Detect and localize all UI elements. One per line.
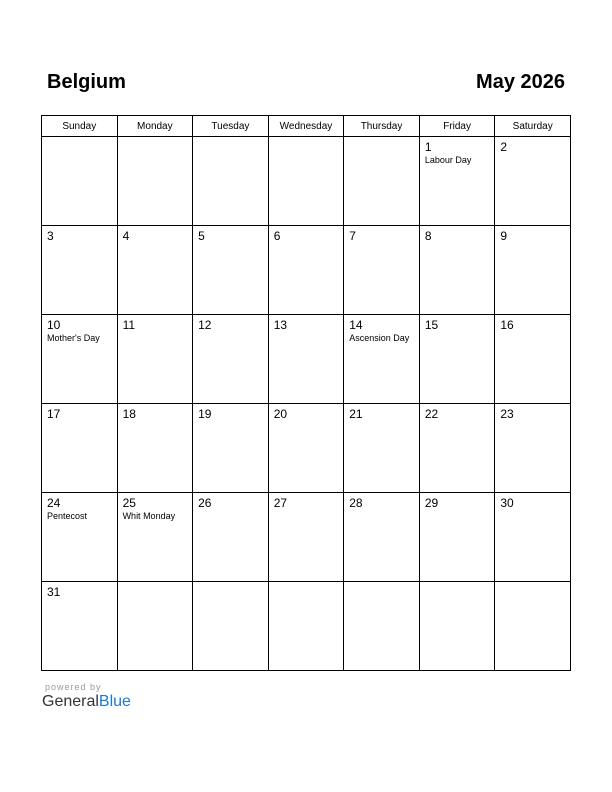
day-cell[interactable] (42, 315, 118, 404)
day-cell[interactable] (419, 404, 495, 493)
week-row (42, 493, 571, 582)
day-cell[interactable] (42, 226, 118, 315)
day-cell[interactable] (193, 315, 269, 404)
day-cell[interactable] (268, 404, 344, 493)
week-row (42, 582, 571, 671)
day-number: 7 (349, 229, 356, 243)
day-number: 17 (47, 407, 61, 421)
weekday-sunday: Sunday (42, 116, 118, 137)
day-number: 22 (424, 407, 439, 421)
day-cell[interactable] (344, 315, 420, 404)
day-number: 6 (273, 229, 281, 243)
day-cell[interactable] (117, 226, 193, 315)
day-number: 29 (424, 496, 439, 510)
month-year-title: May 2026 (476, 71, 565, 93)
day-number: 8 (424, 229, 432, 243)
empty-day-cell (344, 582, 420, 671)
day-number: 4 (122, 229, 130, 243)
day-cell[interactable] (193, 404, 269, 493)
day-cell[interactable] (344, 226, 420, 315)
day-cell[interactable] (419, 493, 495, 582)
week-row (42, 404, 571, 493)
weekday-saturday: Saturday (495, 116, 571, 137)
day-number: 24 (47, 496, 61, 510)
empty-day-cell (268, 137, 344, 226)
day-cell[interactable] (117, 404, 193, 493)
empty-day-cell (117, 582, 193, 671)
calendar-grid (41, 115, 571, 671)
day-cell[interactable] (42, 404, 118, 493)
day-cell[interactable] (495, 137, 571, 226)
day-number: 25 (122, 496, 136, 510)
day-cell[interactable] (117, 315, 193, 404)
day-number: 11 (122, 318, 136, 332)
generalblue-logo[interactable] (42, 693, 131, 711)
day-number: 12 (198, 318, 212, 332)
day-cell[interactable] (344, 493, 420, 582)
day-number: 28 (349, 496, 363, 510)
day-number: 9 (500, 229, 508, 243)
day-cell[interactable] (495, 226, 571, 315)
day-number: 27 (273, 496, 288, 510)
brand-blue-text: Blue (98, 693, 131, 710)
week-row (42, 315, 571, 404)
empty-day-cell (495, 582, 571, 671)
empty-day-cell (193, 137, 269, 226)
day-cell[interactable] (193, 493, 269, 582)
day-number: 19 (198, 407, 212, 421)
day-number: 14 (349, 318, 363, 332)
weekday-tuesday: Tuesday (193, 116, 269, 137)
holiday-label: Ascension Day (349, 333, 410, 343)
day-number: 31 (47, 585, 61, 599)
day-number: 26 (198, 496, 212, 510)
week-row (42, 226, 571, 315)
day-number: 13 (273, 318, 288, 332)
weekday-header-row (42, 116, 571, 137)
weekday-wednesday: Wednesday (268, 116, 344, 137)
day-number: 1 (424, 140, 432, 154)
day-cell[interactable] (344, 404, 420, 493)
empty-day-cell (193, 582, 269, 671)
country-title: Belgium (47, 71, 126, 93)
weekday-friday: Friday (419, 116, 495, 137)
day-number: 30 (500, 496, 514, 510)
day-cell[interactable] (268, 226, 344, 315)
day-number: 10 (47, 318, 61, 332)
day-number: 20 (273, 407, 288, 421)
day-number: 2 (500, 140, 508, 154)
day-cell[interactable] (268, 493, 344, 582)
day-cell[interactable] (117, 493, 193, 582)
holiday-label: Whit Monday (122, 511, 176, 521)
day-cell[interactable] (419, 137, 495, 226)
week-row (42, 137, 571, 226)
day-cell[interactable] (42, 582, 118, 671)
empty-day-cell (42, 137, 118, 226)
powered-by-label: powered by (45, 682, 102, 692)
day-cell[interactable] (495, 315, 571, 404)
empty-day-cell (268, 582, 344, 671)
day-number: 23 (500, 407, 514, 421)
day-number: 5 (198, 229, 205, 243)
day-cell[interactable] (419, 315, 495, 404)
holiday-label: Mother's Day (47, 333, 100, 343)
empty-day-cell (117, 137, 193, 226)
day-cell[interactable] (495, 493, 571, 582)
holiday-label: Pentecost (47, 511, 88, 521)
day-cell[interactable] (193, 226, 269, 315)
day-number: 15 (424, 318, 439, 332)
weekday-thursday: Thursday (344, 116, 420, 137)
empty-day-cell (419, 582, 495, 671)
day-number: 21 (349, 407, 363, 421)
day-cell[interactable] (268, 315, 344, 404)
day-number: 16 (500, 318, 514, 332)
holiday-label: Labour Day (424, 155, 472, 165)
day-cell[interactable] (42, 493, 118, 582)
empty-day-cell (344, 137, 420, 226)
day-number: 3 (47, 229, 54, 243)
weekday-monday: Monday (117, 116, 193, 137)
day-cell[interactable] (495, 404, 571, 493)
day-number: 18 (122, 407, 136, 421)
day-cell[interactable] (419, 226, 495, 315)
brand-general-text: General (42, 693, 99, 710)
